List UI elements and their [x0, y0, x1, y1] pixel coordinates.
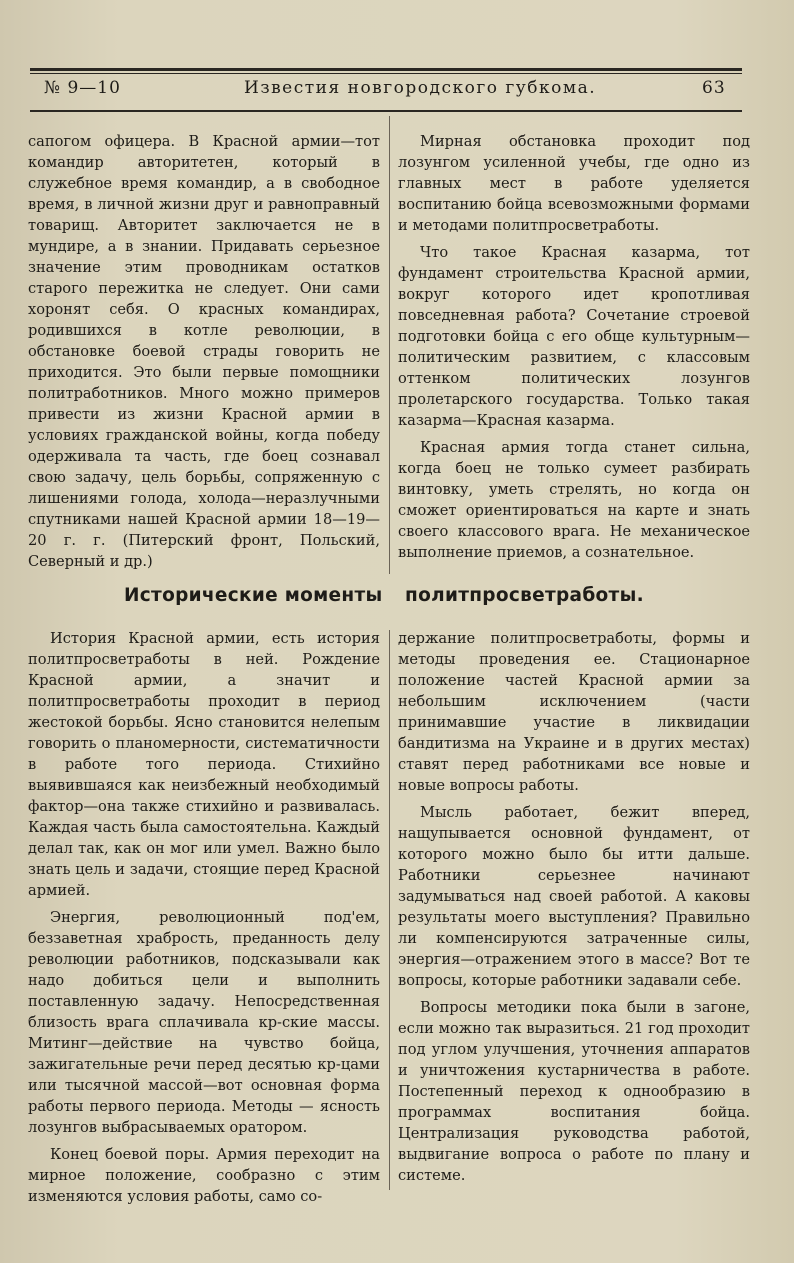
journal-title: Известия новгородского губкома. [244, 78, 597, 98]
header-rule-top-thin [30, 73, 742, 74]
paragraph: Энергия, революционный под'ем, беззаветная храбрость, преданность делу революции работников, подсказывали как надо добиться цели и выполнить поставленную задачу. Непосредственная близость врага сплачивала кр-ские массы. Митинг—действие на чувство бойца, зажигательные речи перед десятью кр-цами или тысячной массой—вот основная форма работы первого периода. Методы — ясность лозунгов выбрасываемых оратором. [28, 909, 380, 1136]
paragraph: держание политпросветработы, формы и методы проведения ее. Стационарное положение частей Красной армии за небольшим исключением (части принимавшие участие в ликвидации бандитизма на Украине и в других местах) ставят перед работниками все новые и новые вопросы работы. [398, 630, 750, 794]
paragraph: Мирная обстановка проходит под лозунгом усиленной учебы, где одно из главных мест в работе уделяется воспитанию бойца всевозможными формами и методами политпросветработы. [398, 133, 750, 234]
paragraph: сапогом офицера. В Красной армии—тот командир авторитетен, который в служебное время командир, а в свободное время, в личной жизни друг и равноправный товарищ. Авторитет заключается не в мундире, а в знании. Придавать серьезное значение этим проводникам остатков старого пережитка не следует. Они сами хоронят себя. О красных командирах, родившихся в котле революции, в обстановке боевой страды говорить не приходится. Это были первые помощники политработников. Много можно примеров привести из жизни Красной армии в условиях гражданской войны, когда победу одерживала та часть, где боец сознавал свою задачу, цель борьбы, сопряженную с лишениями голода, холода—неразлучными спутниками нашей Красной армии 18—19—20 г. г. (Питерский фронт, Польский, Северный и др.) [28, 133, 380, 570]
page-number: 63 [702, 78, 726, 98]
paragraph: Конец боевой поры. Армия переходит на мирное положение, сообразно с этим изменяются условия работы, само со- [28, 1146, 380, 1205]
paragraph: Красная армия тогда станет сильна, когда боец не только сумеет разбирать винтовку, уметь стрелять, но когда он сможет ориентироваться на карте и знать своего классового врага. Не механическое выполнение приемов, а сознательное. [398, 439, 750, 561]
paragraph: Вопросы методики пока были в загоне, если можно так выразиться. 21 год проходит под углом улучшения, уточнения аппаратов и уничтожения кустарничества в работе. Постепенный переход к однообразию в программах воспитания бойца. Централизация руководства работой, выдвигание вопроса о работе по плану и системе. [398, 999, 750, 1184]
paragraph: Что такое Красная казарма, тот фундамент строительства Красной армии, вокруг которого идет кропотливая повседневная работа? Сочетание строевой подготовки бойца с его обще культурным—политическим развитием, с классовым оттенком политических лозунгов пролетарского государства. Только такая казарма—Красная казарма. [398, 244, 750, 429]
paragraph: История Красной армии, есть история политпросветработы в ней. Рождение Красной армии, а значит и политпросветработы проходит в период жестокой борьбы. Ясно становится нелепым говорить о планомерности, систематичности в работе того периода. Стихийно выявившаяся как неизбежный необходимый фактор—она также стихийно и развивалась. Каждая часть была самостоятельна. Каждый делал так, как он мог или умел. Важно было знать цель и задачи, стоящие перед Красной армией. [28, 630, 380, 899]
header-rule-bottom [30, 110, 742, 112]
paragraph: Мысль работает, бежит вперед, нащупывается основной фундамент, от которого можно было бы итти дальше. Работники серьезнее начинают задумываться над своей работой. А каковы результаты моего выступления? Правильно ли компенсируются затраченные силы, энергия—отражением этого в массе? Вот те вопросы, которые работники задавали себе. [398, 804, 750, 989]
left-column-bottom [28, 628, 380, 1213]
issue-number: № 9—10 [44, 78, 121, 98]
section-title-right: политпросветработы. [405, 585, 644, 606]
right-column-bottom [398, 628, 750, 1192]
right-column-top [398, 131, 750, 569]
column-divider-bottom [389, 630, 390, 1190]
left-column-top [28, 131, 380, 578]
header-rule-top [30, 68, 742, 71]
column-divider-top [389, 116, 390, 574]
section-title-left: Исторические моменты [124, 585, 383, 606]
